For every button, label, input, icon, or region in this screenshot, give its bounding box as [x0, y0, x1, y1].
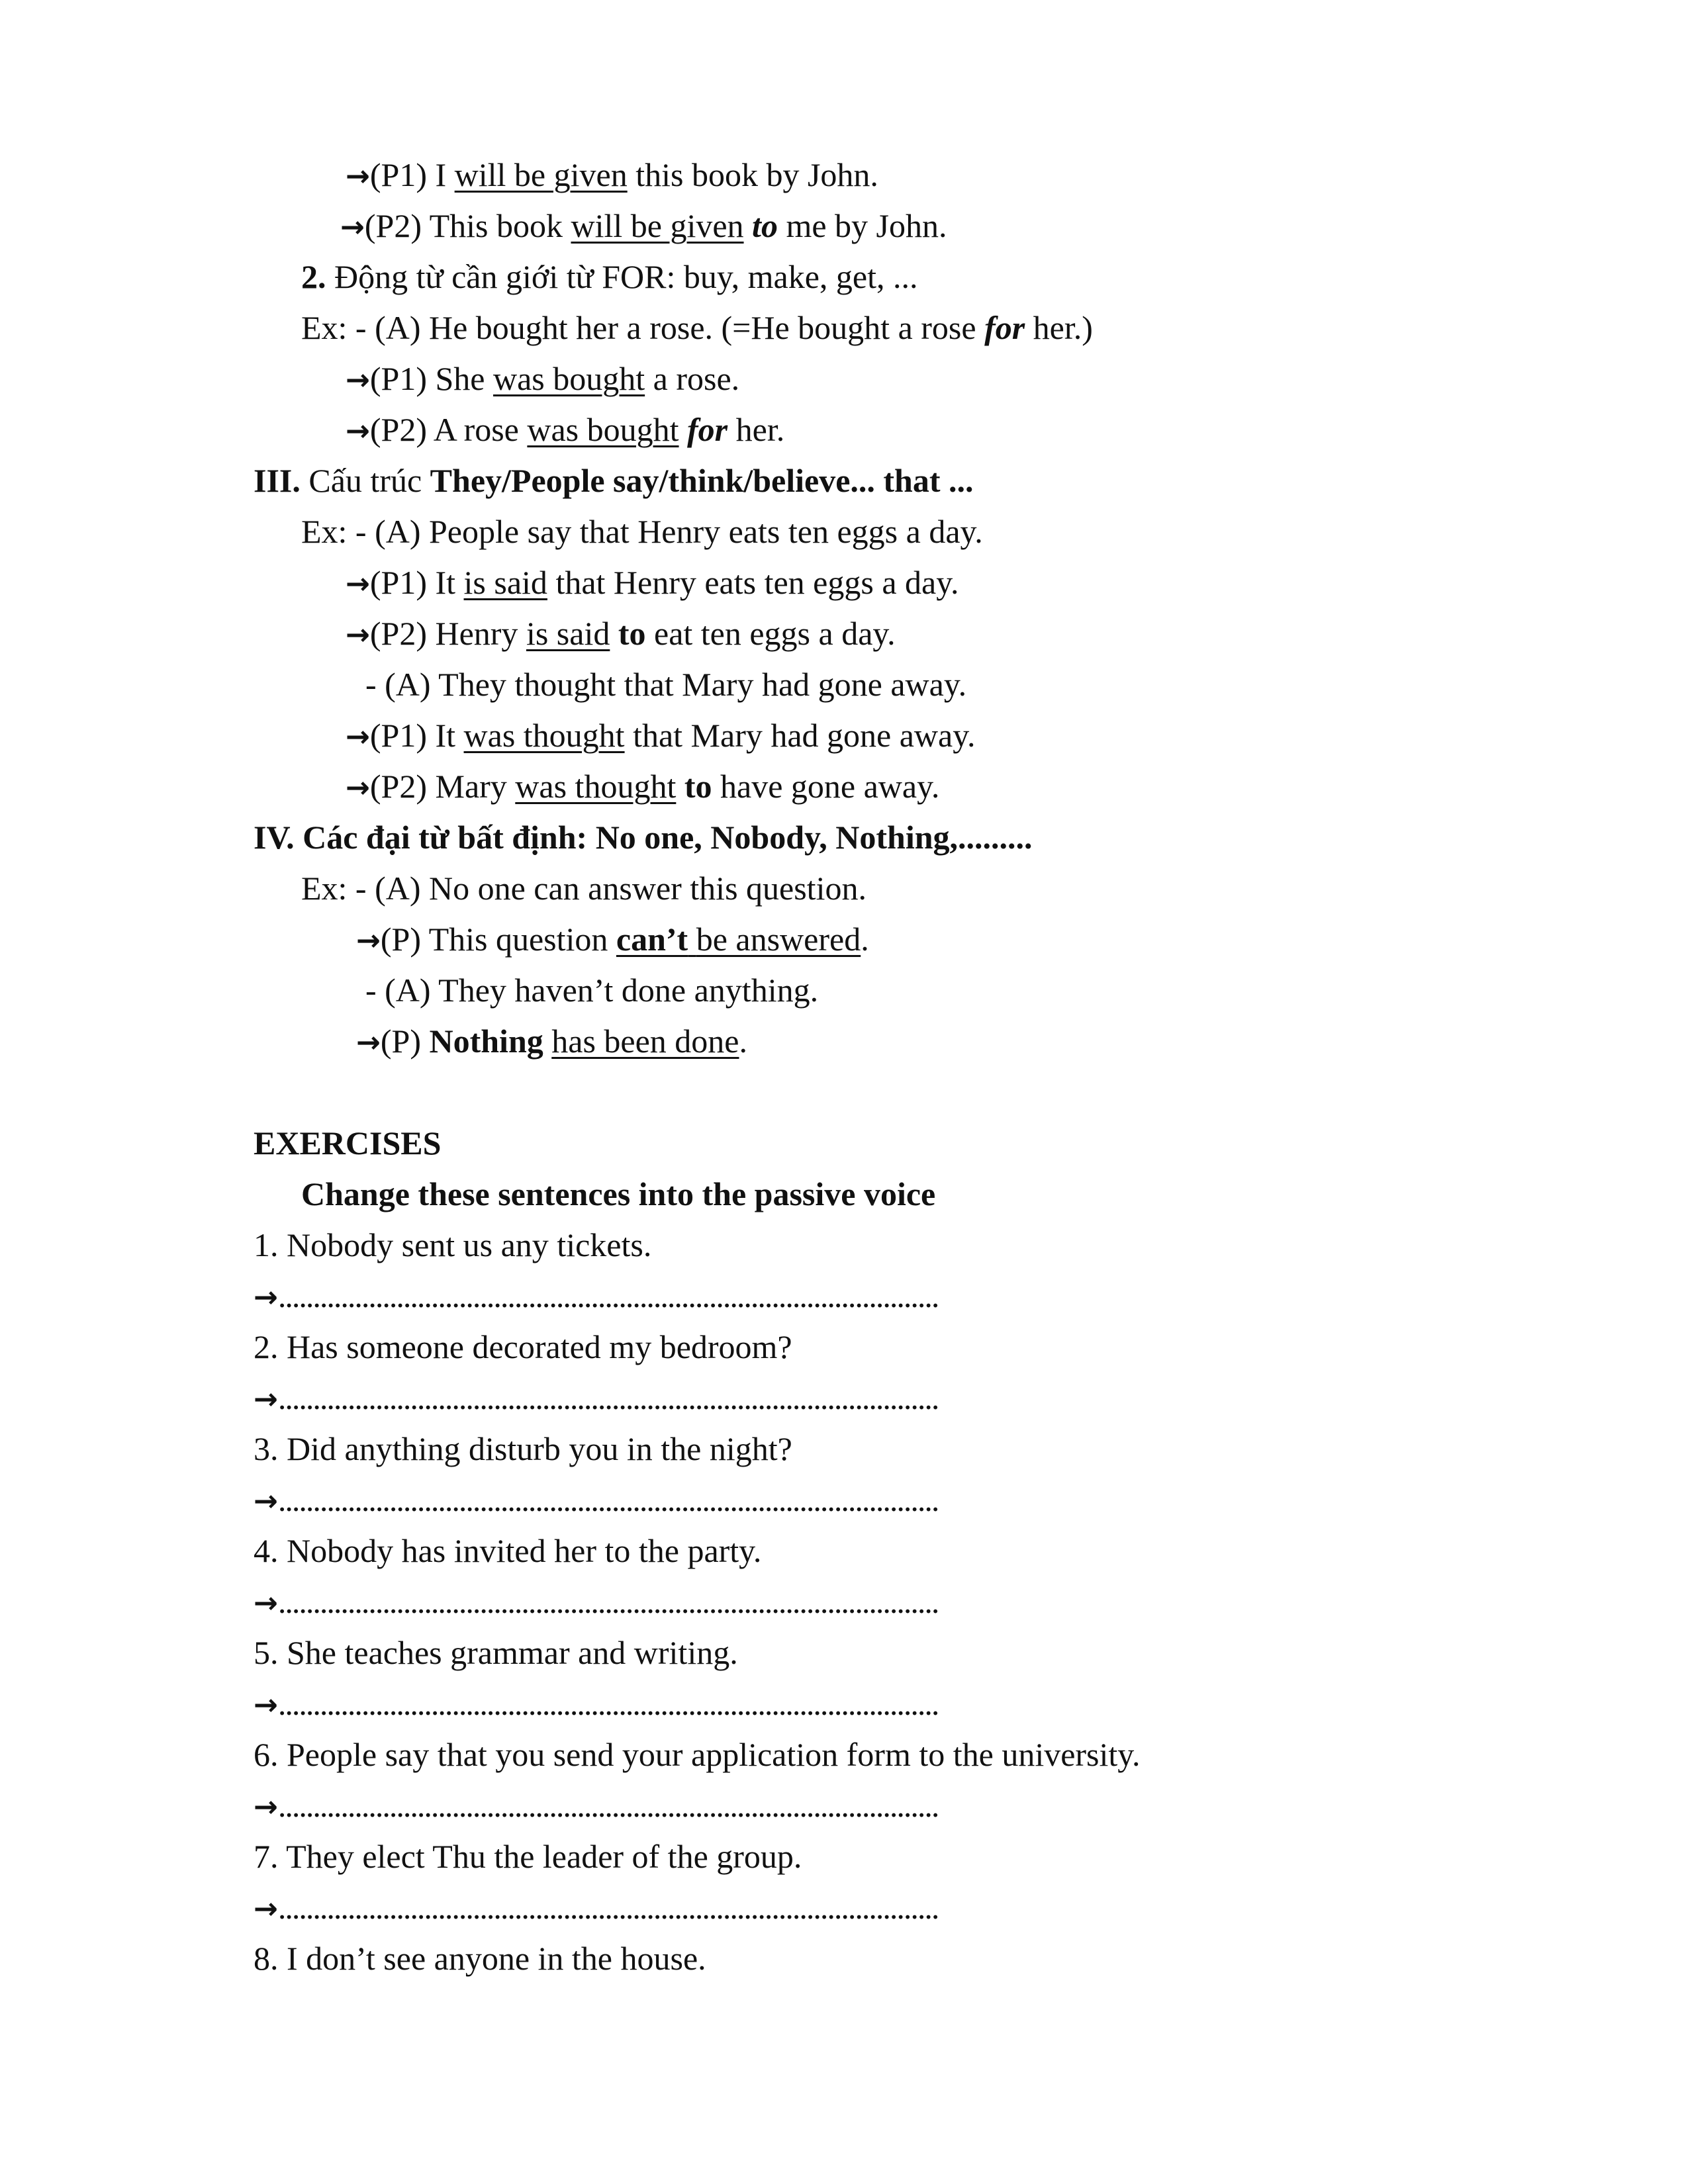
right-arrow-icon: →: [340, 210, 365, 244]
exercise-item: 7. They elect Thu the leader of the group.: [254, 1838, 802, 1875]
example-line: - (A) They haven’t done anything.: [365, 972, 819, 1009]
exercise-item: 6. People say that you send your application form to the university.: [254, 1736, 1141, 1773]
right-arrow-icon: →: [356, 924, 381, 958]
example-line: →(P1) I will be given this book by John.: [346, 156, 878, 193]
exercises-instruction: Change these sentences into the passive voice: [301, 1175, 936, 1212]
answer-line[interactable]: →...............................................................................................: [254, 1277, 939, 1314]
right-arrow-icon: →: [346, 771, 370, 805]
example-line: Ex: - (A) People say that Henry eats ten eggs a day.: [301, 513, 983, 550]
exercise-item: 2. Has someone decorated my bedroom?: [254, 1328, 792, 1365]
right-arrow-icon: →: [346, 159, 370, 193]
example-line: →(P) This question can’t be answered.: [356, 921, 869, 958]
right-arrow-icon: →: [254, 1383, 278, 1416]
example-line: →(P1) It was thought that Mary had gone away.: [346, 717, 976, 754]
subheading: 2. Động từ cần giới từ FOR: buy, make, get, ...: [301, 258, 918, 295]
example-line: Ex: - (A) No one can answer this question.: [301, 870, 867, 907]
right-arrow-icon: →: [254, 1484, 278, 1518]
answer-line[interactable]: →...............................................................................................: [254, 1379, 939, 1416]
answer-line[interactable]: →...............................................................................................: [254, 1889, 939, 1926]
exercise-item: 1. Nobody sent us any tickets.: [254, 1226, 652, 1263]
exercise-item: 4. Nobody has invited her to the party.: [254, 1532, 762, 1569]
right-arrow-icon: →: [356, 1026, 381, 1060]
exercises-title: EXERCISES: [254, 1124, 442, 1161]
right-arrow-icon: →: [346, 363, 370, 397]
right-arrow-icon: →: [346, 720, 370, 754]
answer-line[interactable]: →...............................................................................................: [254, 1583, 939, 1620]
right-arrow-icon: →: [254, 1281, 278, 1314]
example-line: →(P2) Henry is said to eat ten eggs a day.: [346, 615, 896, 652]
answer-line[interactable]: →...............................................................................................: [254, 1685, 939, 1722]
example-line: →(P2) Mary was thought to have gone away.: [346, 768, 940, 805]
answer-line[interactable]: →...............................................................................................: [254, 1787, 939, 1824]
exercise-item: 3. Did anything disturb you in the night?: [254, 1430, 792, 1467]
example-line: →(P1) It is said that Henry eats ten eggs a day.: [346, 564, 959, 601]
right-arrow-icon: →: [346, 414, 370, 448]
example-line: Ex: - (A) He bought her a rose. (=He bought a rose for her.): [301, 309, 1093, 346]
section-heading-iv: IV. Các đại từ bất định: No one, Nobody, Nothing,.........: [254, 819, 1033, 856]
right-arrow-icon: →: [254, 1790, 278, 1824]
right-arrow-icon: →: [254, 1688, 278, 1722]
right-arrow-icon: →: [346, 618, 370, 652]
section-heading-iii: III. Cấu trúc They/People say/think/believe... that ...: [254, 462, 974, 499]
example-line: →(P) Nothing has been done.: [356, 1023, 747, 1060]
example-line: - (A) They thought that Mary had gone away.: [365, 666, 967, 703]
right-arrow-icon: →: [346, 567, 370, 601]
example-line: →(P1) She was bought a rose.: [346, 360, 740, 397]
right-arrow-icon: →: [254, 1586, 278, 1620]
example-line: →(P2) This book will be given to me by John.: [340, 207, 947, 244]
right-arrow-icon: →: [254, 1892, 278, 1926]
example-line: →(P2) A rose was bought for her.: [346, 411, 785, 448]
exercise-item: 5. She teaches grammar and writing.: [254, 1634, 738, 1671]
answer-line[interactable]: →...............................................................................................: [254, 1481, 939, 1518]
exercise-item: 8. I don’t see anyone in the house.: [254, 1940, 706, 1977]
